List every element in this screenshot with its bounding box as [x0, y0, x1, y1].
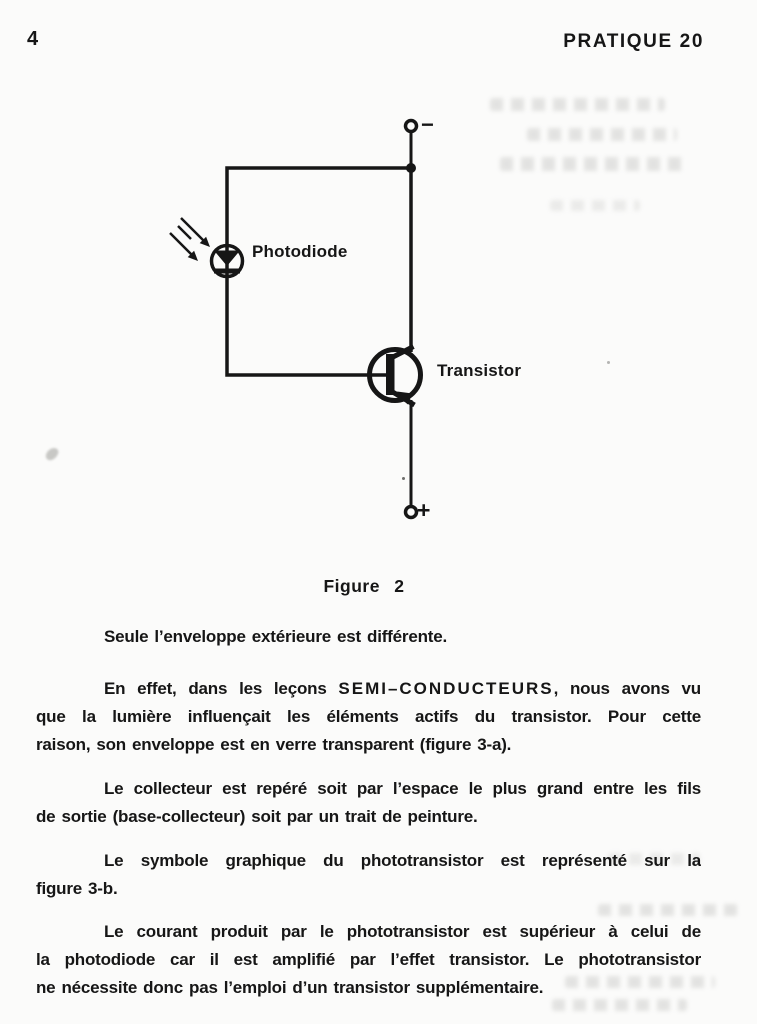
- body-line: Le symbole graphique du phototransistor est représenté sur la: [104, 851, 701, 870]
- body-line: que la lumière influençait les éléments actifs du transistor. Pour cette: [36, 707, 701, 726]
- top-terminal-icon: [406, 121, 417, 132]
- body-line: ne nécessite donc pas l’emploi d’un transistor supplémentaire.: [36, 978, 544, 997]
- paragraph-4: [36, 847, 701, 903]
- paragraph-2: [36, 675, 701, 759]
- body-text: En effet, dans les leçons: [104, 679, 339, 698]
- light-rays-icon: [170, 218, 210, 261]
- body-line: figure 3-b.: [36, 879, 118, 898]
- positive-terminal-sign: +: [417, 497, 431, 523]
- paragraph-5: [36, 918, 701, 1002]
- body-line: de sortie (base-collecteur) soit par un trait de peinture.: [36, 807, 478, 826]
- emphasized-term: SEMI–CONDUCTEURS: [338, 679, 554, 698]
- figure-caption: Figure 2: [323, 576, 405, 596]
- paragraph-1: [36, 623, 701, 651]
- body-line: la photodiode car il est amplifié par l’effet transistor. Le phototransistor: [36, 950, 701, 969]
- body-line: Le collecteur est repéré soit par l’espace le plus grand entre les fils: [104, 779, 701, 798]
- bottom-terminal-icon: [406, 507, 417, 518]
- body-line: raison, son enveloppe est en verre transparent (figure 3-a).: [36, 735, 512, 754]
- junction-dot: [406, 163, 416, 173]
- transistor-label: Transistor: [437, 361, 522, 380]
- paragraph-3: [36, 775, 701, 831]
- photodiode-label: Photodiode: [252, 242, 348, 261]
- wire-loop: [227, 168, 411, 375]
- body-line: Seule l’enveloppe extérieure est différente.: [104, 627, 447, 646]
- body-line: Le courant produit par le phototransistor est supérieur à celui de: [104, 922, 701, 941]
- body-text: , nous avons vu: [553, 679, 701, 698]
- page-number: 4: [27, 28, 39, 50]
- negative-terminal-sign: −: [421, 112, 434, 137]
- running-title: PRATIQUE 20: [563, 31, 704, 52]
- body-line: [36, 675, 701, 703]
